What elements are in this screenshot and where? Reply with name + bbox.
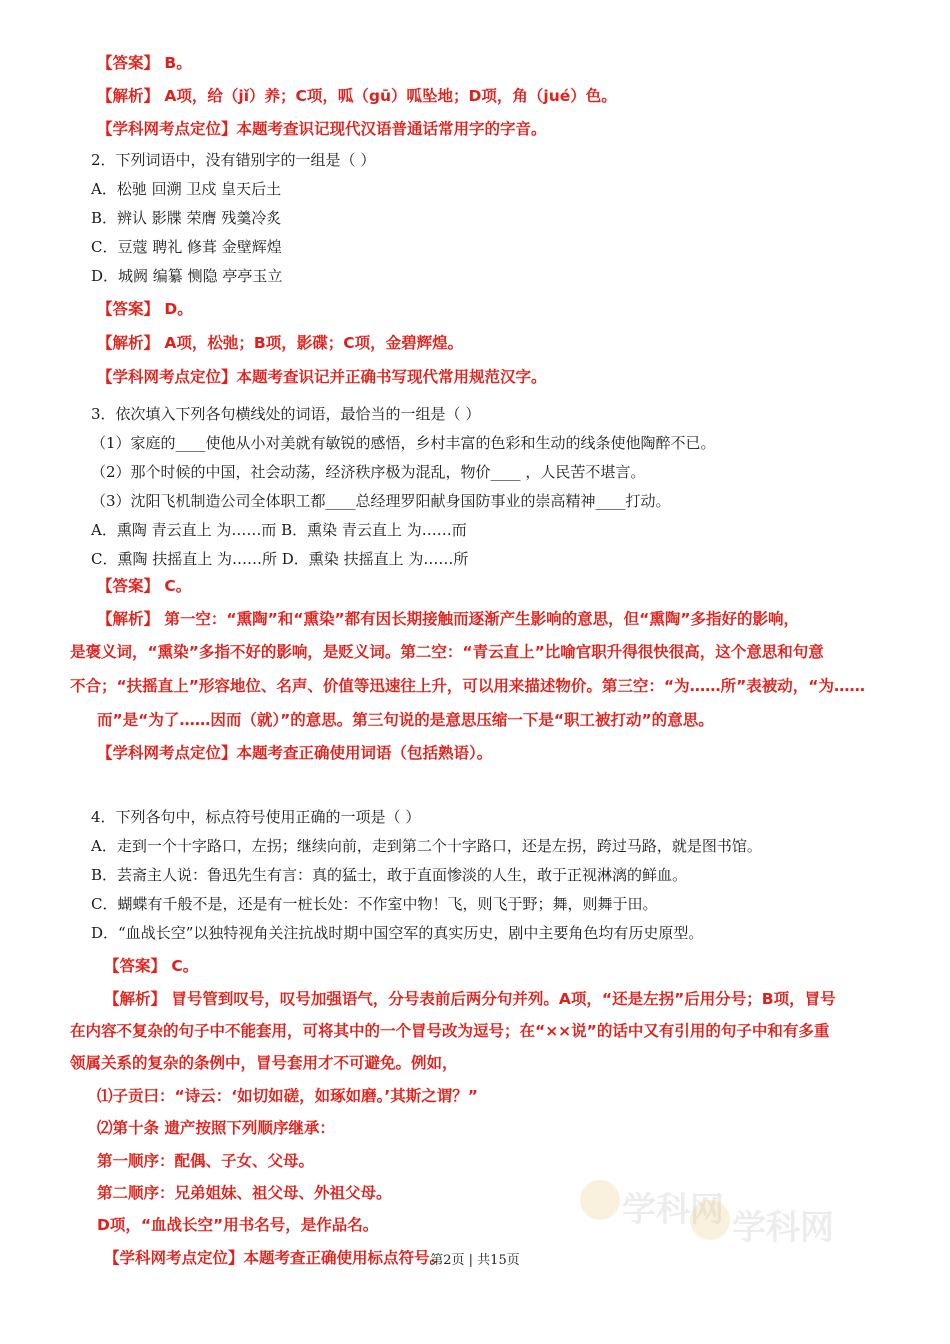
page-footer: 第2页 | 共15页	[430, 1253, 520, 1268]
q3-sentence-3: （3）沈阳飞机制造公司全体职工都____总经理罗阳献身国防事业的崇高精神____打动。	[91, 492, 671, 510]
q2-locate: 【学科网考点定位】本题考查识记并正确书写现代常用规范汉字。	[97, 368, 547, 386]
q3-analysis-line: 【解析】 第一空：“熏陶”和“熏染”都有因长期接触而逐渐产生影响的意思，但“熏陶”多指好的影响，	[97, 610, 800, 628]
q3-locate: 【学科网考点定位】本题考查正确使用词语（包括熟语）。	[97, 744, 493, 762]
q4-answer: 【答案】 C。	[104, 957, 199, 975]
q4-analysis-line: 领属关系的复杂的条例中，冒号套用才不可避免。例如，	[70, 1054, 458, 1072]
q4-option-b: B．芸斋主人说：鲁迅先生有言：真的猛士，敢于直面惨淡的人生，敢于正视淋漓的鲜血。	[91, 866, 688, 884]
q2-option-c: C．豆蔻 聘礼 修葺 金壁辉煌	[91, 238, 282, 256]
q2-answer: 【答案】 D。	[97, 300, 193, 318]
q3-sentence-1: （1）家庭的____使他从小对美就有敏锐的感悟，乡村丰富的色彩和生动的线条使他陶醉不已。	[91, 434, 716, 452]
q1-locate: 【学科网考点定位】本题考查识记现代汉语普通话常用字的字音。	[97, 120, 547, 138]
watermark-badge-icon	[690, 1200, 730, 1240]
q1-analysis: 【解析】 A项，给（jǐ）养；C项，呱（gū）呱坠地；D项，角（jué）色。	[97, 87, 617, 105]
q3-sentence-2: （2）那个时候的中国，社会动荡，经济秩序极为混乱，物价____ ，人民苦不堪言。	[91, 463, 646, 481]
watermark-logo: 学科网	[622, 1190, 724, 1230]
q3-options-cd: C．熏陶 扶摇直上 为……所 D．熏染 扶摇直上 为……所	[91, 550, 469, 568]
q2-option-a: A．松驰 回溯 卫戍 皇天后土	[91, 180, 282, 198]
q4-analysis-line: D项，“血战长空”用书名号，是作品名。	[97, 1216, 379, 1234]
q3-answer: 【答案】 C。	[97, 577, 192, 595]
watermark-badge-icon	[580, 1180, 620, 1220]
q3-analysis-line: 是褒义词，“熏染”多指不好的影响，是贬义词。第二空：“青云直上”比喻官职升得很快很高，这个意思和句意	[70, 643, 824, 661]
q4-analysis-line: 在内容不复杂的句子中不能套用，可将其中的一个冒号改为逗号；在“××说”的话中又有引用的句子中和有多重	[70, 1022, 830, 1040]
q3-analysis-line: 而”是“为了……因而（就）”的意思。第三句说的是意思压缩一下是“职工被打动”的意思。	[97, 711, 714, 729]
q3-analysis-line: 不合；“扶摇直上”形容地位、名声、价值等迅速往上升，可以用来描述物价。第三空：“为……所”表被动，“为……	[70, 677, 865, 695]
q2-stem: 2．下列词语中，没有错别字的一组是（ ）	[91, 151, 376, 169]
watermark-logo: 学科网	[732, 1208, 834, 1248]
q4-analysis-line: 第二顺序：兄弟姐妹、祖父母、外祖父母。	[97, 1184, 392, 1202]
q4-analysis-line: ⑴子贡曰：“诗云：‘如切如磋，如琢如磨。’其斯之谓？”	[97, 1087, 478, 1105]
q1-answer: 【答案】 B。	[97, 54, 192, 72]
q4-option-c: C．蝴蝶有千般不是，还是有一桩长处：不作室中物！飞，则飞于野；舞，则舞于田。	[91, 895, 658, 913]
q4-stem: 4．下列各句中，标点符号使用正确的一项是（ ）	[91, 808, 421, 826]
q2-analysis: 【解析】 A项，松弛；B项，影碟；C项，金碧辉煌。	[97, 334, 464, 352]
q4-locate: 【学科网考点定位】本题考查正确使用标点符号。	[104, 1249, 446, 1267]
q4-option-a: A．走到一个十字路口，左拐；继续向前，走到第二个十字路口，还是左拐，跨过马路，就是图书馆。	[91, 837, 762, 855]
q4-option-d: D．“血战长空”以独特视角关注抗战时期中国空军的真实历史，剧中主要角色均有历史原型。	[91, 924, 704, 942]
q3-options-ab: A．熏陶 青云直上 为……而 B．熏染 青云直上 为……而	[91, 521, 467, 539]
q4-analysis-line: ⑵第十条 遗产按照下列顺序继承：	[97, 1119, 335, 1137]
q2-option-d: D．城阙 编纂 恻隐 亭亭玉立	[91, 267, 283, 285]
q4-analysis-line: 【解析】 冒号管到叹号，叹号加强语气，分号表前后两分句并列。A项，“还是左拐”后用分号；B项，冒号	[104, 990, 836, 1008]
q3-stem: 3．依次填入下列各句横线处的词语，最恰当的一组是（ ）	[91, 405, 481, 423]
q2-option-b: B．辨认 影牒 荣膺 残羹冷炙	[91, 209, 282, 227]
q4-analysis-line: 第一顺序：配偶、子女、父母。	[97, 1152, 315, 1170]
